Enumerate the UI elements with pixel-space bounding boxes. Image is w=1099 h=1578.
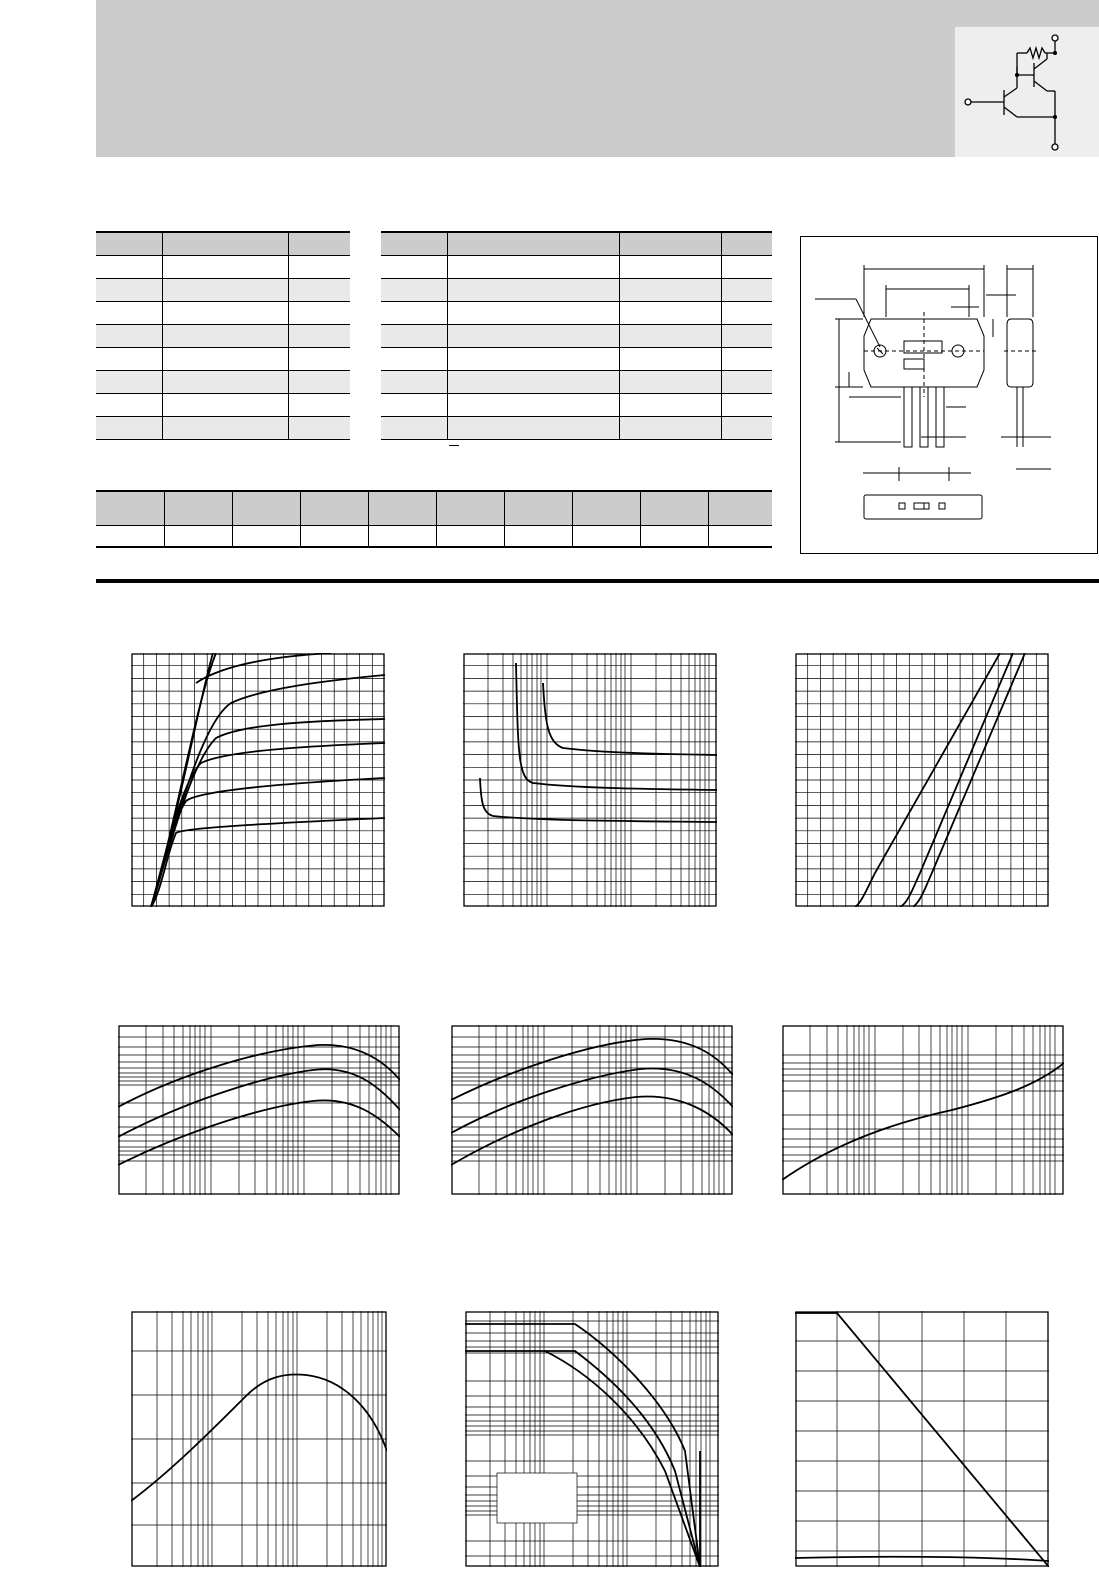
table-row (96, 325, 350, 348)
curves (782, 1063, 1064, 1180)
table-row (96, 279, 350, 302)
curve-2 (516, 663, 717, 790)
curve-3 (545, 1351, 700, 1567)
gridlines (795, 1311, 1049, 1567)
curve-1 (480, 778, 717, 822)
table-row (381, 394, 772, 417)
graph-1-output-characteristics (131, 653, 385, 907)
curve-4 (151, 719, 385, 907)
curve-1 (782, 1063, 1064, 1180)
header-banner (96, 0, 1099, 157)
graph-6-vbe-vs-ic (782, 1025, 1064, 1195)
table-row (381, 348, 772, 371)
table-row (96, 348, 350, 371)
curve-1 (465, 1324, 700, 1567)
package-drawing-icon (801, 237, 1099, 555)
graph-4-dc-current-gain (118, 1025, 400, 1195)
curves (131, 1374, 387, 1501)
graph-9-power-derating (795, 1311, 1049, 1567)
curve-2 (451, 1068, 733, 1133)
curve-1 (131, 1374, 387, 1501)
curves (480, 663, 717, 822)
table-row (381, 417, 772, 440)
table-row (96, 232, 350, 256)
darlington-circuit-icon (955, 27, 1099, 157)
legend-box (497, 1473, 577, 1523)
table-row (96, 256, 350, 279)
curve-2 (465, 1351, 700, 1567)
plot-frame (452, 1026, 732, 1194)
package-outline-box (800, 236, 1098, 554)
electrical-characteristics-table (381, 231, 772, 440)
plot-frame (783, 1026, 1063, 1194)
table-row (96, 491, 772, 526)
table-row (96, 371, 350, 394)
absolute-ratings-table (96, 231, 350, 440)
curve-1 (451, 1039, 733, 1100)
curve-5 (151, 675, 385, 907)
table-row (96, 526, 772, 548)
gridlines (465, 1311, 719, 1567)
gridlines (463, 653, 717, 907)
table-row (381, 256, 772, 279)
gridlines (131, 1311, 387, 1567)
hfe-rank-table (96, 490, 772, 548)
table-row (96, 302, 350, 325)
graph-2-saturation-curves (463, 653, 717, 907)
curve-1 (151, 818, 385, 907)
overline-mark (449, 445, 459, 446)
plot-frame (119, 1026, 399, 1194)
table-row (96, 394, 350, 417)
graph-7-frequency-response (131, 1311, 387, 1567)
gridlines (451, 1025, 733, 1195)
table-row (381, 325, 772, 348)
table-row (381, 232, 772, 256)
circuit-symbol-box (955, 27, 1099, 157)
graph-5-dc-current-gain-temperature (451, 1025, 733, 1195)
section-divider (96, 579, 1099, 583)
table-row (381, 302, 772, 325)
gridlines (782, 1025, 1064, 1195)
table-row (96, 417, 350, 440)
table-row (381, 371, 772, 394)
table-row (381, 279, 772, 302)
graph-8-safe-operating-area (465, 1311, 719, 1567)
curve-3 (543, 683, 717, 755)
graph-3-transfer-characteristics (795, 653, 1049, 907)
curves (465, 1324, 700, 1567)
curves (451, 1039, 733, 1165)
